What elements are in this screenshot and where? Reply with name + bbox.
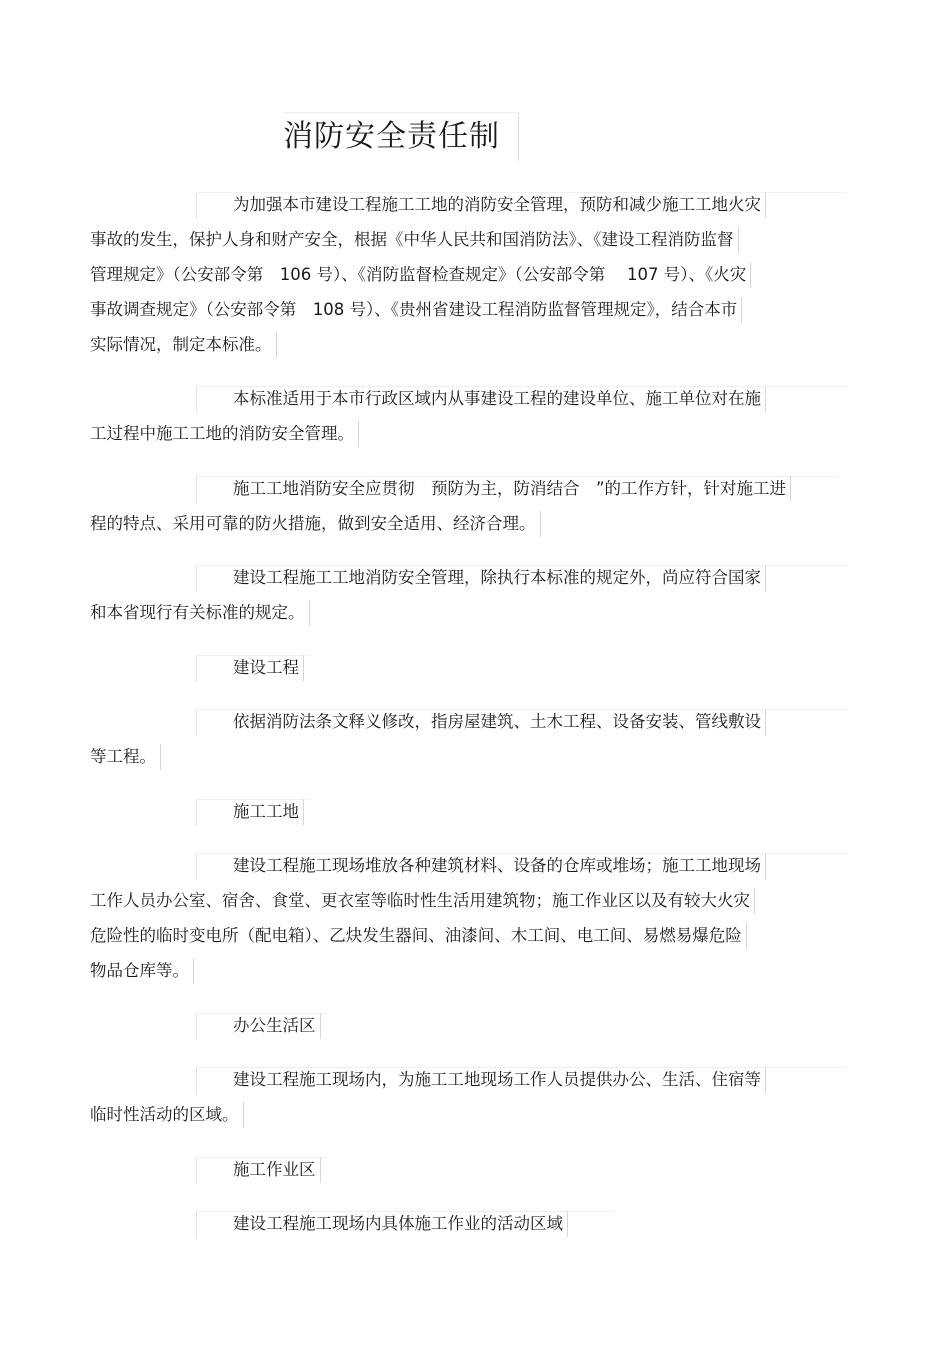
section-heading: 施工工地 [233,799,304,825]
section-heading: 建设工程 [233,655,304,681]
paragraph-line: 和本省现行有关标准的规定。 [90,600,310,626]
paragraph-line: 物品仓库等。 [90,958,194,984]
paragraph-line: 等工程。 [90,744,161,770]
section-heading: 办公生活区 [233,1013,321,1039]
paragraph-line: 危险性的临时变电所（配电箱）、乙炔发生器间、油漆间、木工间、电工间、易燃易爆危险 [90,923,747,949]
paragraph-line: 工作人员办公室、宿舍、食堂、更衣室等临时性生活用建筑物；施工作业区以及有较大火灾 [90,888,755,914]
paragraph-line: 为加强本市建设工程施工工地的消防安全管理，预防和减少施工工地火灾 [233,192,766,218]
paragraph-line: 事故调查规定》（公安部令第 108 号）、《贵州省建设工程消防监督管理规定》，结合本市 [90,297,742,323]
paragraph-line: 建设工程施工现场内具体施工作业的活动区域 [233,1211,568,1237]
paragraph-line: 临时性活动的区域。 [90,1102,244,1128]
paragraph-line: 建设工程施工现场堆放各种建筑材料、设备的仓库或堆场；施工工地现场 [233,853,766,879]
document-title: 消防安全责任制 [283,112,519,161]
section-heading: 施工作业区 [233,1157,321,1183]
paragraph-line: 工过程中施工工地的消防安全管理。 [90,421,359,447]
paragraph-line: 建设工程施工现场内，为施工工地现场工作人员提供办公、生活、住宿等 [233,1067,766,1093]
paragraph-line: 建设工程施工工地消防安全管理，除执行本标准的规定外，尚应符合国家 [233,565,766,591]
paragraph-line: 程的特点、采用可靠的防火措施，做到安全适用、经济合理。 [90,511,541,537]
paragraph-line: 依据消防法条文释义修改，指房屋建筑、土木工程、设备安装、管线敷设 [233,709,766,735]
paragraph-line: 本标准适用于本市行政区域内从事建设工程的建设单位、施工单位对在施 [233,386,766,412]
paragraph-line: 事故的发生，保护人身和财产安全，根据《中华人民共和国消防法》、《建设工程消防监督 [90,227,739,253]
paragraph-line: 实际情况，制定本标准。 [90,332,277,358]
paragraph-line: 施工工地消防安全应贯彻 预防为主，防消结合 ”的工作方针，针对施工进 [233,476,791,502]
paragraph-line: 管理规定》（公安部令第 106 号）、《消防监督检查规定》（公安部令第 107 号）、《火灾 [90,262,751,288]
